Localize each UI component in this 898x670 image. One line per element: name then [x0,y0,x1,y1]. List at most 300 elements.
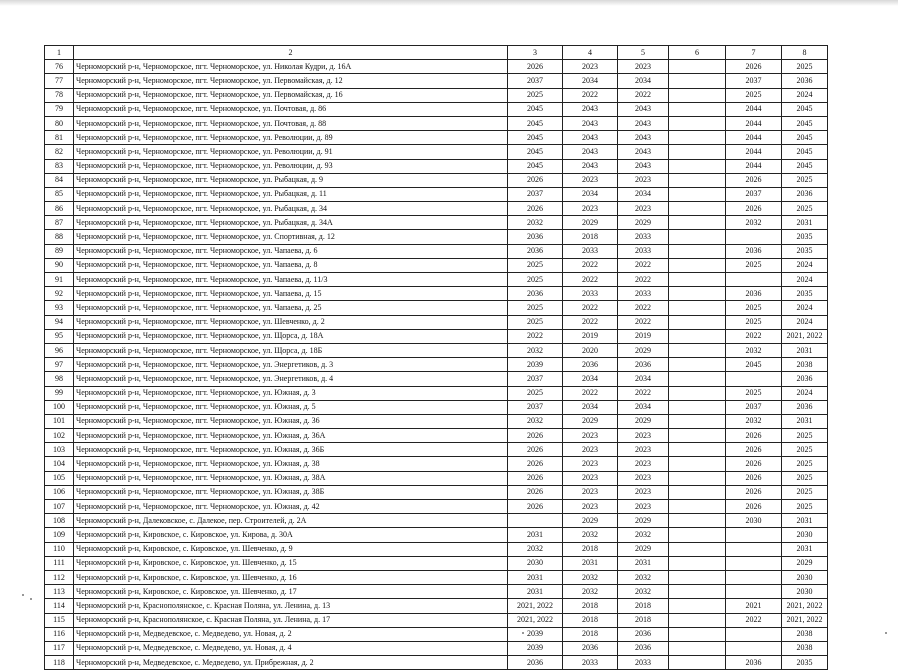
row-number-cell: 101 [45,414,74,428]
year-cell-col-3: 2045 [508,145,563,159]
address-cell: Черноморский р-н, Черноморское, пгт. Черноморское, ул. Рыбацкая, д. 34 [74,202,508,216]
year-cell-col-6 [669,315,726,329]
year-cell-col-7: 2037 [726,187,782,201]
year-cell-col-4: 2043 [563,116,618,130]
year-cell-col-6 [669,102,726,116]
year-cell-col-6 [669,230,726,244]
row-number-cell: 91 [45,273,74,287]
year-cell-col-4: 2022 [563,258,618,272]
year-cell-col-6 [669,131,726,145]
year-cell-col-3: 2031 [508,570,563,584]
housing-registry-table [44,45,828,670]
address-cell: Черноморский р-н, Черноморское, пгт. Черноморское, ул. Энергетиков, д. 4 [74,372,508,386]
year-cell-col-4: 2034 [563,74,618,88]
year-cell-col-4: 2034 [563,187,618,201]
row-number-cell: 112 [45,570,74,584]
table-row [45,386,828,400]
address-cell: Черноморский р-н, Медведевское, с. Медведево, ул. Новая, д. 4 [74,641,508,655]
year-cell-col-6 [669,159,726,173]
row-number-cell: 86 [45,202,74,216]
year-cell-col-3: 2037 [508,187,563,201]
year-cell-col-7 [726,627,782,641]
year-cell-col-4: 2022 [563,315,618,329]
table-row [45,102,828,116]
year-cell-col-4: 2033 [563,656,618,670]
year-cell-col-7: 2044 [726,131,782,145]
year-cell-col-4: 2022 [563,386,618,400]
year-cell-col-8: 2025 [782,485,828,499]
year-cell-col-4: 2032 [563,570,618,584]
year-cell-col-3: 2036 [508,230,563,244]
year-cell-col-8: 2045 [782,116,828,130]
year-cell-col-4: 2033 [563,244,618,258]
year-cell-col-8: 2035 [782,656,828,670]
table-row [45,273,828,287]
year-cell-col-8: 2031 [782,414,828,428]
table-row [45,372,828,386]
row-number-cell: 76 [45,60,74,74]
year-cell-col-8: 2024 [782,301,828,315]
address-cell: Черноморский р-н, Кировское, с. Кировское, ул. Шевченко, д. 16 [74,570,508,584]
year-cell-col-4: 2022 [563,273,618,287]
year-cell-col-6 [669,116,726,130]
year-cell-col-4: 2034 [563,400,618,414]
year-cell-col-7: 2025 [726,386,782,400]
address-cell: Черноморский р-н, Краснополянское, с. Красная Поляна, ул. Ленина, д. 17 [74,613,508,627]
address-cell: Черноморский р-н, Медведевское, с. Медведево, ул. Прибрежная, д. 2 [74,656,508,670]
year-cell-col-8: 2030 [782,570,828,584]
year-cell-col-4: 2022 [563,88,618,102]
address-cell: Черноморский р-н, Медведевское, с. Медведево, ул. Новая, д. 2 [74,627,508,641]
year-cell-col-5: 2033 [618,287,669,301]
table-row [45,585,828,599]
scan-top-shadow [0,0,898,6]
address-cell: Черноморский р-н, Черноморское, пгт. Черноморское, ул. Южная, д. 5 [74,400,508,414]
year-cell-col-6 [669,599,726,613]
table-row [45,202,828,216]
row-number-cell: 87 [45,216,74,230]
address-cell: Черноморский р-н, Черноморское, пгт. Черноморское, ул. Южная, д. 38 [74,457,508,471]
column-header: 4 [563,46,618,60]
year-cell-col-7 [726,641,782,655]
year-cell-col-7 [726,372,782,386]
address-cell: Черноморский р-н, Черноморское, пгт. Черноморское, ул. Революции, д. 91 [74,145,508,159]
table-row [45,173,828,187]
table-row [45,613,828,627]
year-cell-col-3: 2025 [508,301,563,315]
year-cell-col-7: 2026 [726,60,782,74]
address-cell: Черноморский р-н, Черноморское, пгт. Черноморское, ул. Южная, д. 38Б [74,485,508,499]
address-cell: Черноморский р-н, Черноморское, пгт. Черноморское, ул. Южная, д. 36Б [74,443,508,457]
year-cell-col-5: 2022 [618,315,669,329]
year-cell-col-7: 2030 [726,514,782,528]
year-cell-col-6 [669,613,726,627]
row-number-cell: 77 [45,74,74,88]
address-cell: Черноморский р-н, Черноморское, пгт. Черноморское, ул. Южная, д. 36А [74,429,508,443]
year-cell-col-4: 2023 [563,173,618,187]
year-cell-col-8: 2031 [782,343,828,357]
year-cell-col-8: 2025 [782,60,828,74]
year-cell-col-4: 2018 [563,613,618,627]
row-number-cell: 107 [45,500,74,514]
year-cell-col-4: 2020 [563,343,618,357]
year-cell-col-8: 2036 [782,372,828,386]
address-cell: Черноморский р-н, Черноморское, пгт. Черноморское, ул. Чапаева, д. 11/3 [74,273,508,287]
year-cell-col-4: 2036 [563,641,618,655]
year-cell-col-6 [669,542,726,556]
year-cell-col-6 [669,216,726,230]
year-cell-col-8: 2021, 2022 [782,613,828,627]
table-row [45,159,828,173]
year-cell-col-8: 2025 [782,173,828,187]
year-cell-col-3: 2037 [508,74,563,88]
year-cell-col-5: 2036 [618,641,669,655]
year-cell-col-6 [669,585,726,599]
year-cell-col-7: 2036 [726,244,782,258]
year-cell-col-5: 2029 [618,343,669,357]
year-cell-col-3: 2030 [508,556,563,570]
address-cell: Черноморский р-н, Краснополянское, с. Красная Поляна, ул. Ленина, д. 13 [74,599,508,613]
year-cell-col-7: 2022 [726,613,782,627]
table-row [45,429,828,443]
year-cell-col-7: 2026 [726,202,782,216]
year-cell-col-3: 2037 [508,372,563,386]
address-cell: Черноморский р-н, Черноморское, пгт. Черноморское, ул. Южная, д. 36 [74,414,508,428]
year-cell-col-8: 2045 [782,159,828,173]
year-cell-col-4: 2019 [563,329,618,343]
year-cell-col-7: 2026 [726,485,782,499]
year-cell-col-6 [669,656,726,670]
row-number-cell: 92 [45,287,74,301]
year-cell-col-3: 2025 [508,315,563,329]
year-cell-col-8: 2031 [782,514,828,528]
year-cell-col-7: 2026 [726,443,782,457]
row-number-cell: 113 [45,585,74,599]
year-cell-col-6 [669,443,726,457]
year-cell-col-7: 2026 [726,457,782,471]
year-cell-col-8: 2030 [782,528,828,542]
year-cell-col-5: 2032 [618,570,669,584]
year-cell-col-5: 2022 [618,88,669,102]
year-cell-col-7: 2044 [726,102,782,116]
year-cell-col-4: 2018 [563,599,618,613]
year-cell-col-5: 2029 [618,542,669,556]
column-header: 2 [74,46,508,60]
year-cell-col-3: 2031 [508,528,563,542]
year-cell-col-6 [669,244,726,258]
column-header: 7 [726,46,782,60]
table-row [45,414,828,428]
row-number-cell: 109 [45,528,74,542]
row-number-cell: 106 [45,485,74,499]
year-cell-col-6 [669,429,726,443]
row-number-cell: 102 [45,429,74,443]
address-cell: Черноморский р-н, Черноморское, пгт. Черноморское, ул. Почтовая, д. 88 [74,116,508,130]
row-number-cell: 118 [45,656,74,670]
table-row [45,627,828,641]
year-cell-col-3: 2021, 2022 [508,613,563,627]
row-number-cell: 84 [45,173,74,187]
address-cell: Черноморский р-н, Черноморское, пгт. Черноморское, ул. Южная, д. 3 [74,386,508,400]
column-header: 6 [669,46,726,60]
year-cell-col-5: 2019 [618,329,669,343]
year-cell-col-4: 2023 [563,443,618,457]
year-cell-col-3: 2045 [508,116,563,130]
year-cell-col-6 [669,641,726,655]
table-row [45,457,828,471]
address-cell: Черноморский р-н, Черноморское, пгт. Черноморское, ул. Щорса, д. 18Б [74,343,508,357]
year-cell-col-4: 2032 [563,585,618,599]
table-body [45,60,828,670]
year-cell-col-7: 2032 [726,216,782,230]
year-cell-col-5: 2023 [618,202,669,216]
table-row [45,187,828,201]
year-cell-col-7: 2032 [726,343,782,357]
year-cell-col-7: 2037 [726,400,782,414]
address-cell: Черноморский р-н, Черноморское, пгт. Черноморское, ул. Чапаева, д. 8 [74,258,508,272]
row-number-cell: 110 [45,542,74,556]
year-cell-col-6 [669,471,726,485]
year-cell-col-5: 2043 [618,116,669,130]
year-cell-col-7: 2044 [726,116,782,130]
table-row [45,131,828,145]
year-cell-col-3: 2025 [508,88,563,102]
column-header: 8 [782,46,828,60]
year-cell-col-3: 2036 [508,656,563,670]
row-number-cell: 85 [45,187,74,201]
year-cell-col-4: 2034 [563,372,618,386]
year-cell-col-8: 2045 [782,102,828,116]
year-cell-col-3: 2022 [508,329,563,343]
year-cell-col-7: 2044 [726,145,782,159]
year-cell-col-8: 2031 [782,542,828,556]
year-cell-col-4: 2032 [563,528,618,542]
address-cell: Черноморский р-н, Черноморское, пгт. Черноморское, ул. Рыбацкая, д. 9 [74,173,508,187]
address-cell: Черноморский р-н, Кировское, с. Кировское, ул. Шевченко, д. 15 [74,556,508,570]
year-cell-col-6 [669,173,726,187]
row-number-cell: 95 [45,329,74,343]
year-cell-col-8: 2045 [782,145,828,159]
year-cell-col-5: 2032 [618,585,669,599]
table-row [45,230,828,244]
row-number-cell: 83 [45,159,74,173]
year-cell-col-6 [669,358,726,372]
year-cell-col-3: 2026 [508,485,563,499]
row-number-cell: 79 [45,102,74,116]
address-cell: Черноморский р-н, Кировское, с. Кировское, ул. Кирова, д. 30А [74,528,508,542]
year-cell-col-6 [669,74,726,88]
year-cell-col-6 [669,400,726,414]
year-cell-col-4: 2023 [563,485,618,499]
year-cell-col-6 [669,556,726,570]
address-cell: Черноморский р-н, Черноморское, пгт. Черноморское, ул. Южная, д. 42 [74,500,508,514]
year-cell-col-7: 2037 [726,74,782,88]
row-number-cell: 117 [45,641,74,655]
year-cell-col-3: 2026 [508,202,563,216]
year-cell-col-3: 2026 [508,173,563,187]
year-cell-col-5: 2034 [618,74,669,88]
table-row [45,60,828,74]
year-cell-col-5: 2023 [618,173,669,187]
year-cell-col-4: 2022 [563,301,618,315]
table-row [45,301,828,315]
year-cell-col-3: 2025 [508,273,563,287]
year-cell-col-7: 2026 [726,429,782,443]
year-cell-col-6 [669,301,726,315]
table-row [45,315,828,329]
document-page [44,45,827,670]
year-cell-col-5: 2029 [618,414,669,428]
row-number-cell: 82 [45,145,74,159]
year-cell-col-6 [669,528,726,542]
year-cell-col-8: 2025 [782,202,828,216]
year-cell-col-6 [669,372,726,386]
address-cell: Черноморский р-н, Черноморское, пгт. Черноморское, ул. Революции, д. 89 [74,131,508,145]
year-cell-col-7: 2022 [726,329,782,343]
year-cell-col-7 [726,230,782,244]
scan-speck [885,632,887,634]
year-cell-col-3: 2026 [508,60,563,74]
year-cell-col-7: 2026 [726,500,782,514]
year-cell-col-5: 2034 [618,400,669,414]
table-row [45,641,828,655]
year-cell-col-6 [669,187,726,201]
year-cell-col-4: 2023 [563,471,618,485]
year-cell-col-5: 2043 [618,145,669,159]
year-cell-col-8: 2024 [782,258,828,272]
address-cell: Черноморский р-н, Далековское, с. Далекое, пер. Строителей, д. 2А [74,514,508,528]
address-cell: Черноморский р-н, Черноморское, пгт. Черноморское, ул. Энергетиков, д. 3 [74,358,508,372]
year-cell-col-8: 2021, 2022 [782,329,828,343]
year-cell-col-5: 2023 [618,500,669,514]
row-number-cell: 88 [45,230,74,244]
year-cell-col-4: 2033 [563,287,618,301]
address-cell: Черноморский р-н, Черноморское, пгт. Черноморское, ул. Революции, д. 93 [74,159,508,173]
year-cell-col-8: 2021, 2022 [782,599,828,613]
year-cell-col-7: 2036 [726,287,782,301]
row-number-cell: 94 [45,315,74,329]
year-cell-col-5: 2032 [618,528,669,542]
row-number-cell: 97 [45,358,74,372]
year-cell-col-5: 2043 [618,159,669,173]
year-cell-col-5: 2033 [618,656,669,670]
year-cell-col-6 [669,514,726,528]
row-number-cell: 96 [45,343,74,357]
year-cell-col-6 [669,414,726,428]
table-row [45,514,828,528]
address-cell: Черноморский р-н, Черноморское, пгт. Черноморское, ул. Шевченко, д. 2 [74,315,508,329]
year-cell-col-4: 2023 [563,429,618,443]
year-cell-col-4: 2018 [563,230,618,244]
table-row [45,88,828,102]
year-cell-col-8: 2024 [782,88,828,102]
row-number-cell: 80 [45,116,74,130]
year-cell-col-3: 2026 [508,471,563,485]
year-cell-col-3: 2045 [508,159,563,173]
year-cell-col-3: 2032 [508,414,563,428]
year-cell-col-4: 2029 [563,216,618,230]
row-number-cell: 99 [45,386,74,400]
year-cell-col-3: 2021, 2022 [508,599,563,613]
year-cell-col-5: 2036 [618,358,669,372]
year-cell-col-6 [669,273,726,287]
scan-speck [22,594,24,596]
year-cell-col-8: 2025 [782,500,828,514]
address-cell: Черноморский р-н, Кировское, с. Кировское, ул. Шевченко, д. 17 [74,585,508,599]
address-cell: Черноморский р-н, Черноморское, пгт. Черноморское, ул. Первомайская, д. 12 [74,74,508,88]
address-cell: Черноморский р-н, Черноморское, пгт. Черноморское, ул. Южная, д. 38А [74,471,508,485]
address-cell: Черноморский р-н, Черноморское, пгт. Черноморское, ул. Чапаева, д. 15 [74,287,508,301]
year-cell-col-5: 2034 [618,372,669,386]
table-row [45,570,828,584]
year-cell-col-8: 2029 [782,556,828,570]
row-number-cell: 90 [45,258,74,272]
year-cell-col-8: 2038 [782,358,828,372]
table-row [45,443,828,457]
table-row [45,400,828,414]
row-number-cell: 105 [45,471,74,485]
column-header: 1 [45,46,74,60]
year-cell-col-7 [726,542,782,556]
address-cell: Черноморский р-н, Черноморское, пгт. Черноморское, ул. Рыбацкая, д. 11 [74,187,508,201]
year-cell-col-7 [726,556,782,570]
table-row [45,74,828,88]
year-cell-col-3: 2025 [508,386,563,400]
address-cell: Черноморский р-н, Черноморское, пгт. Черноморское, ул. Спортивная, д. 12 [74,230,508,244]
year-cell-col-4: 2029 [563,514,618,528]
year-cell-col-6 [669,343,726,357]
table-row [45,542,828,556]
year-cell-col-6 [669,88,726,102]
year-cell-col-4: 2043 [563,131,618,145]
year-cell-col-5: 2033 [618,244,669,258]
year-cell-col-5: 2031 [618,556,669,570]
table-row [45,656,828,670]
year-cell-col-3: 2036 [508,244,563,258]
year-cell-col-5: 2023 [618,443,669,457]
year-cell-col-7 [726,585,782,599]
year-cell-col-3: 2045 [508,131,563,145]
year-cell-col-8: 2031 [782,216,828,230]
address-cell: Черноморский р-н, Черноморское, пгт. Черноморское, ул. Чапаева, д. 6 [74,244,508,258]
year-cell-col-5: 2023 [618,485,669,499]
year-cell-col-8: 2038 [782,641,828,655]
year-cell-col-8: 2035 [782,230,828,244]
table-row [45,343,828,357]
year-cell-col-3: 2045 [508,102,563,116]
table-row [45,258,828,272]
year-cell-col-3: 2031 [508,585,563,599]
year-cell-col-3: 2032 [508,542,563,556]
year-cell-col-4: 2023 [563,500,618,514]
table-row [45,145,828,159]
year-cell-col-7: 2025 [726,258,782,272]
year-cell-col-3: 2032 [508,216,563,230]
year-cell-col-8: 2045 [782,131,828,145]
year-cell-col-8: 2024 [782,315,828,329]
address-cell: Черноморский р-н, Черноморское, пгт. Черноморское, ул. Рыбацкая, д. 34А [74,216,508,230]
year-cell-col-6 [669,457,726,471]
year-cell-col-7: 2045 [726,358,782,372]
column-number-header-row [45,46,828,60]
year-cell-col-7: 2032 [726,414,782,428]
year-cell-col-5: 2022 [618,386,669,400]
table-row [45,485,828,499]
year-cell-col-6 [669,386,726,400]
year-cell-col-4: 2043 [563,145,618,159]
year-cell-col-4: 2018 [563,627,618,641]
year-cell-col-6 [669,145,726,159]
